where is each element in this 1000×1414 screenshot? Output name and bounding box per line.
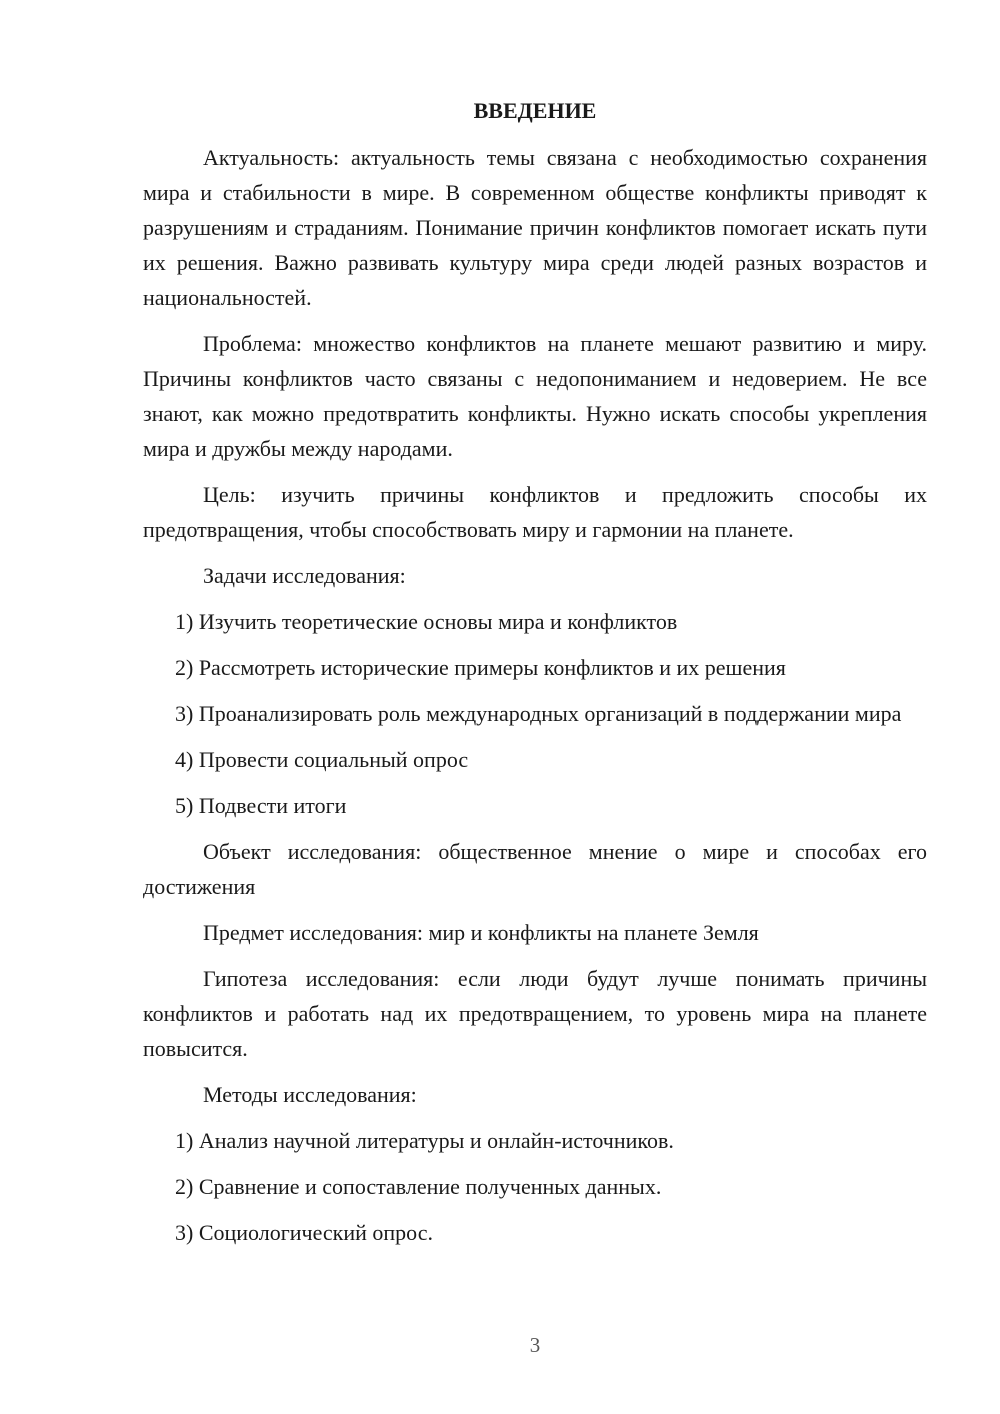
goal-paragraph: Цель: изучить причины конфликтов и предложить способы их предотвращения, чтобы способствовать миру и гармонии на планете.: [143, 482, 927, 542]
task-item-1: 1) Изучить теоретические основы мира и конфликтов: [175, 609, 678, 634]
method-item-2: 2) Сравнение и сопоставление полученных данных.: [175, 1174, 662, 1199]
document-page: [143, 96, 927, 1261]
task-item-2: 2) Рассмотреть исторические примеры конфликтов и их решения: [175, 655, 786, 680]
task-item-4: 4) Провести социальный опрос: [175, 747, 469, 772]
task-item-5: 5) Подвести итоги: [175, 793, 347, 818]
method-item-1: 1) Анализ научной литературы и онлайн-источников.: [175, 1128, 674, 1153]
task-item-3: 3) Проанализировать роль международных организаций в поддержании мира: [175, 701, 902, 726]
problem-paragraph: Проблема: множество конфликтов на планете мешают развитию и миру. Причины конфликтов часто связаны с недопониманием и недоверием. Не все знают, как можно предотвратить конфликты. Нужно искать способы укрепления мира и дружбы между народами.: [143, 331, 927, 461]
methods-heading: Методы исследования:: [203, 1082, 417, 1107]
object-paragraph: Объект исследования: общественное мнение о мире и способах его достижения: [143, 839, 927, 899]
page-number: 3: [529, 1333, 541, 1357]
section-title: ВВЕДЕНИЕ: [473, 98, 597, 123]
method-item-3: 3) Социологический опрос.: [175, 1220, 433, 1245]
relevance-paragraph: Актуальность: актуальность темы связана с необходимостью сохранения мира и стабильности в мире. В современном обществе конфликты приводят к разрушениям и страданиям. Понимание причин конфликтов помогает искать пути их решения. Важно развивать культуру мира среди людей разных возрастов и национальностей.: [143, 145, 927, 310]
hypothesis-paragraph: Гипотеза исследования: если люди будут лучше понимать причины конфликтов и работать над их предотвращением, то уровень мира на планете повысится.: [143, 966, 927, 1061]
subject-paragraph: Предмет исследования: мир и конфликты на планете Земля: [203, 920, 759, 945]
tasks-heading: Задачи исследования:: [203, 563, 406, 588]
